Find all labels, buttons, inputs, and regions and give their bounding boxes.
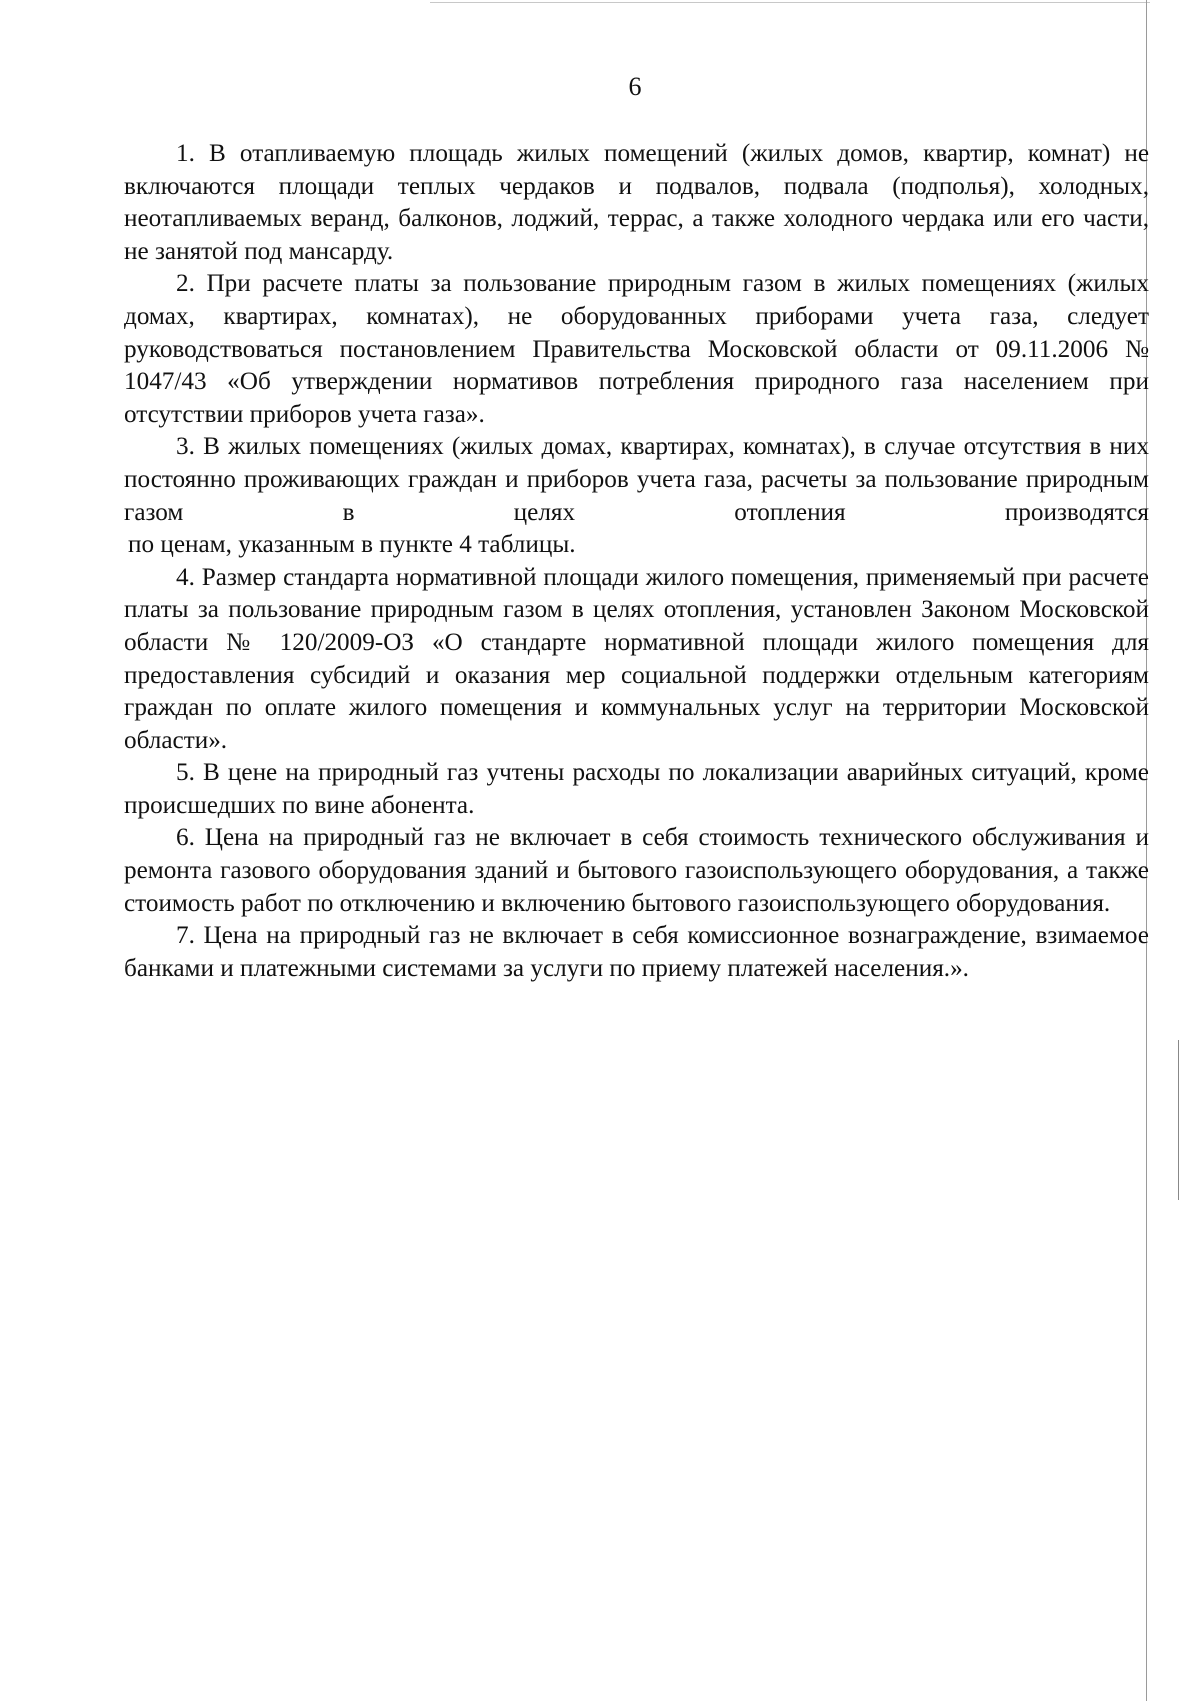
paragraph-3-block xyxy=(124,431,1149,529)
paragraph-2: 2. При расчете платы за пользование природным газом в жилых помещениях (жилых домах, квартирах, комнатах), не оборудованных приборами учета газа, следует руководствоваться постановлением Правительства Московской области от 09.11.2006 № 1047/43 «Об утверждении нормативов потребления природного газа населением при отсутствии приборов учета газа». xyxy=(124,270,1149,428)
paragraph-5: 5. В цене на природный газ учтены расходы по локализации аварийных ситуаций, кроме происшедших по вине абонента. xyxy=(124,759,1149,819)
paragraph-6: 6. Цена на природный газ не включает в себя стоимость технического обслуживания и ремонта газового оборудования зданий и бытового газоиспользующего оборудования, а также стоимость работ по отключению и включению бытового газоиспользующего оборудования. xyxy=(124,824,1149,917)
paragraph-3 xyxy=(124,431,1149,561)
scan-border-top xyxy=(430,2,1150,3)
paragraph-4: 4. Размер стандарта нормативной площади жилого помещения, применяемый при расчете платы за пользование природным газом в целях отопления, установлен Законом Московской области № 120/2009-ОЗ «О стандарте нормативной площади жилого помещения для предоставления субсидий и оказания мер социальной поддержки отдельным категориям граждан по оплате жилого помещения и коммунальных услуг на территории Московской области». xyxy=(124,563,1149,754)
page-number: 6 xyxy=(628,72,642,101)
paragraph-1: 1. В отапливаемую площадь жилых помещений (жилых домов, квартир, комнат) не включаются площади теплых чердаков и подвалов, подвала (подполья), холодных, неотапливаемых веранд, балконов, лоджий, террас, а также холодного чердака или его части, не занятой под мансарду. xyxy=(124,140,1149,265)
paragraph-7: 7. Цена на природный газ не включает в себя комиссионное вознаграждение, взимаемое банками и платежными системами за услуги по приему платежей населения.». xyxy=(124,922,1149,982)
paragraph-3-main: 3. В жилых помещениях (жилых домах, квартирах, комнатах), в случае отсутствия в них постоянно проживающих граждан и приборов учета газа, расчеты за пользование природным газом в целях отопления производятся xyxy=(124,433,1149,526)
paragraph-3-tail-line xyxy=(124,529,1149,562)
paragraph-3-tail: по ценам, указанным в пункте 4 таблицы. xyxy=(128,531,576,559)
document-body xyxy=(124,138,1149,985)
scan-border-right-mark xyxy=(1178,1040,1179,1200)
